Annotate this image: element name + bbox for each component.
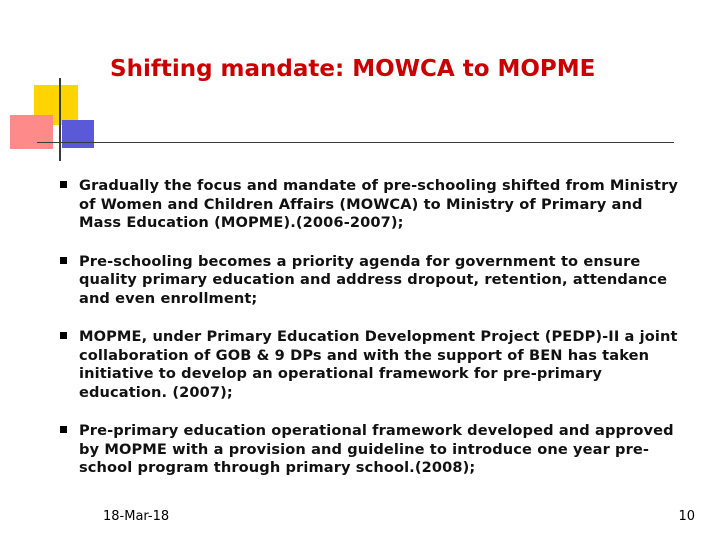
- slide-title: Shifting mandate: MOWCA to MOPME: [110, 56, 596, 82]
- square-bullet-icon: [60, 426, 67, 433]
- decorative-vertical-line: [59, 78, 61, 161]
- page-number: 10: [678, 509, 695, 524]
- bullet-item: [60, 253, 680, 309]
- bullet-item: [60, 422, 680, 478]
- square-bullet-icon: [60, 181, 67, 188]
- footer-date: 18-Mar-18: [103, 509, 170, 524]
- bullet-item: [60, 328, 680, 402]
- bullet-list: [60, 177, 680, 478]
- square-bullet-icon: [60, 332, 67, 339]
- bullet-item: [60, 177, 680, 233]
- decorative-pink-square: [10, 115, 53, 149]
- bullet-text: Pre-primary education operational framework developed and approved by MOPME with a provision and guideline to introduce one year pre-school program through primary school.(2008);: [79, 422, 674, 476]
- square-bullet-icon: [60, 257, 67, 264]
- decorative-blue-square: [62, 120, 94, 148]
- bullet-text: Pre-schooling becomes a priority agenda for government to ensure quality primary education and address dropout, retention, attendance and even enrollment;: [79, 252, 668, 307]
- title-divider-line: [37, 142, 674, 143]
- bullet-text: MOPME, under Primary Education Development Project (PEDP)-II a joint collaboration of GOB & 9 DPs and with the support of BEN has taken initiative to develop an operational framework for pre-primary education. (2007);: [79, 328, 678, 401]
- bullet-text: Gradually the focus and mandate of pre-schooling shifted from Ministry of Women and Children Affairs (MOWCA) to Ministry of Primary and Mass Education (MOPME).(2006-2007);: [79, 177, 679, 231]
